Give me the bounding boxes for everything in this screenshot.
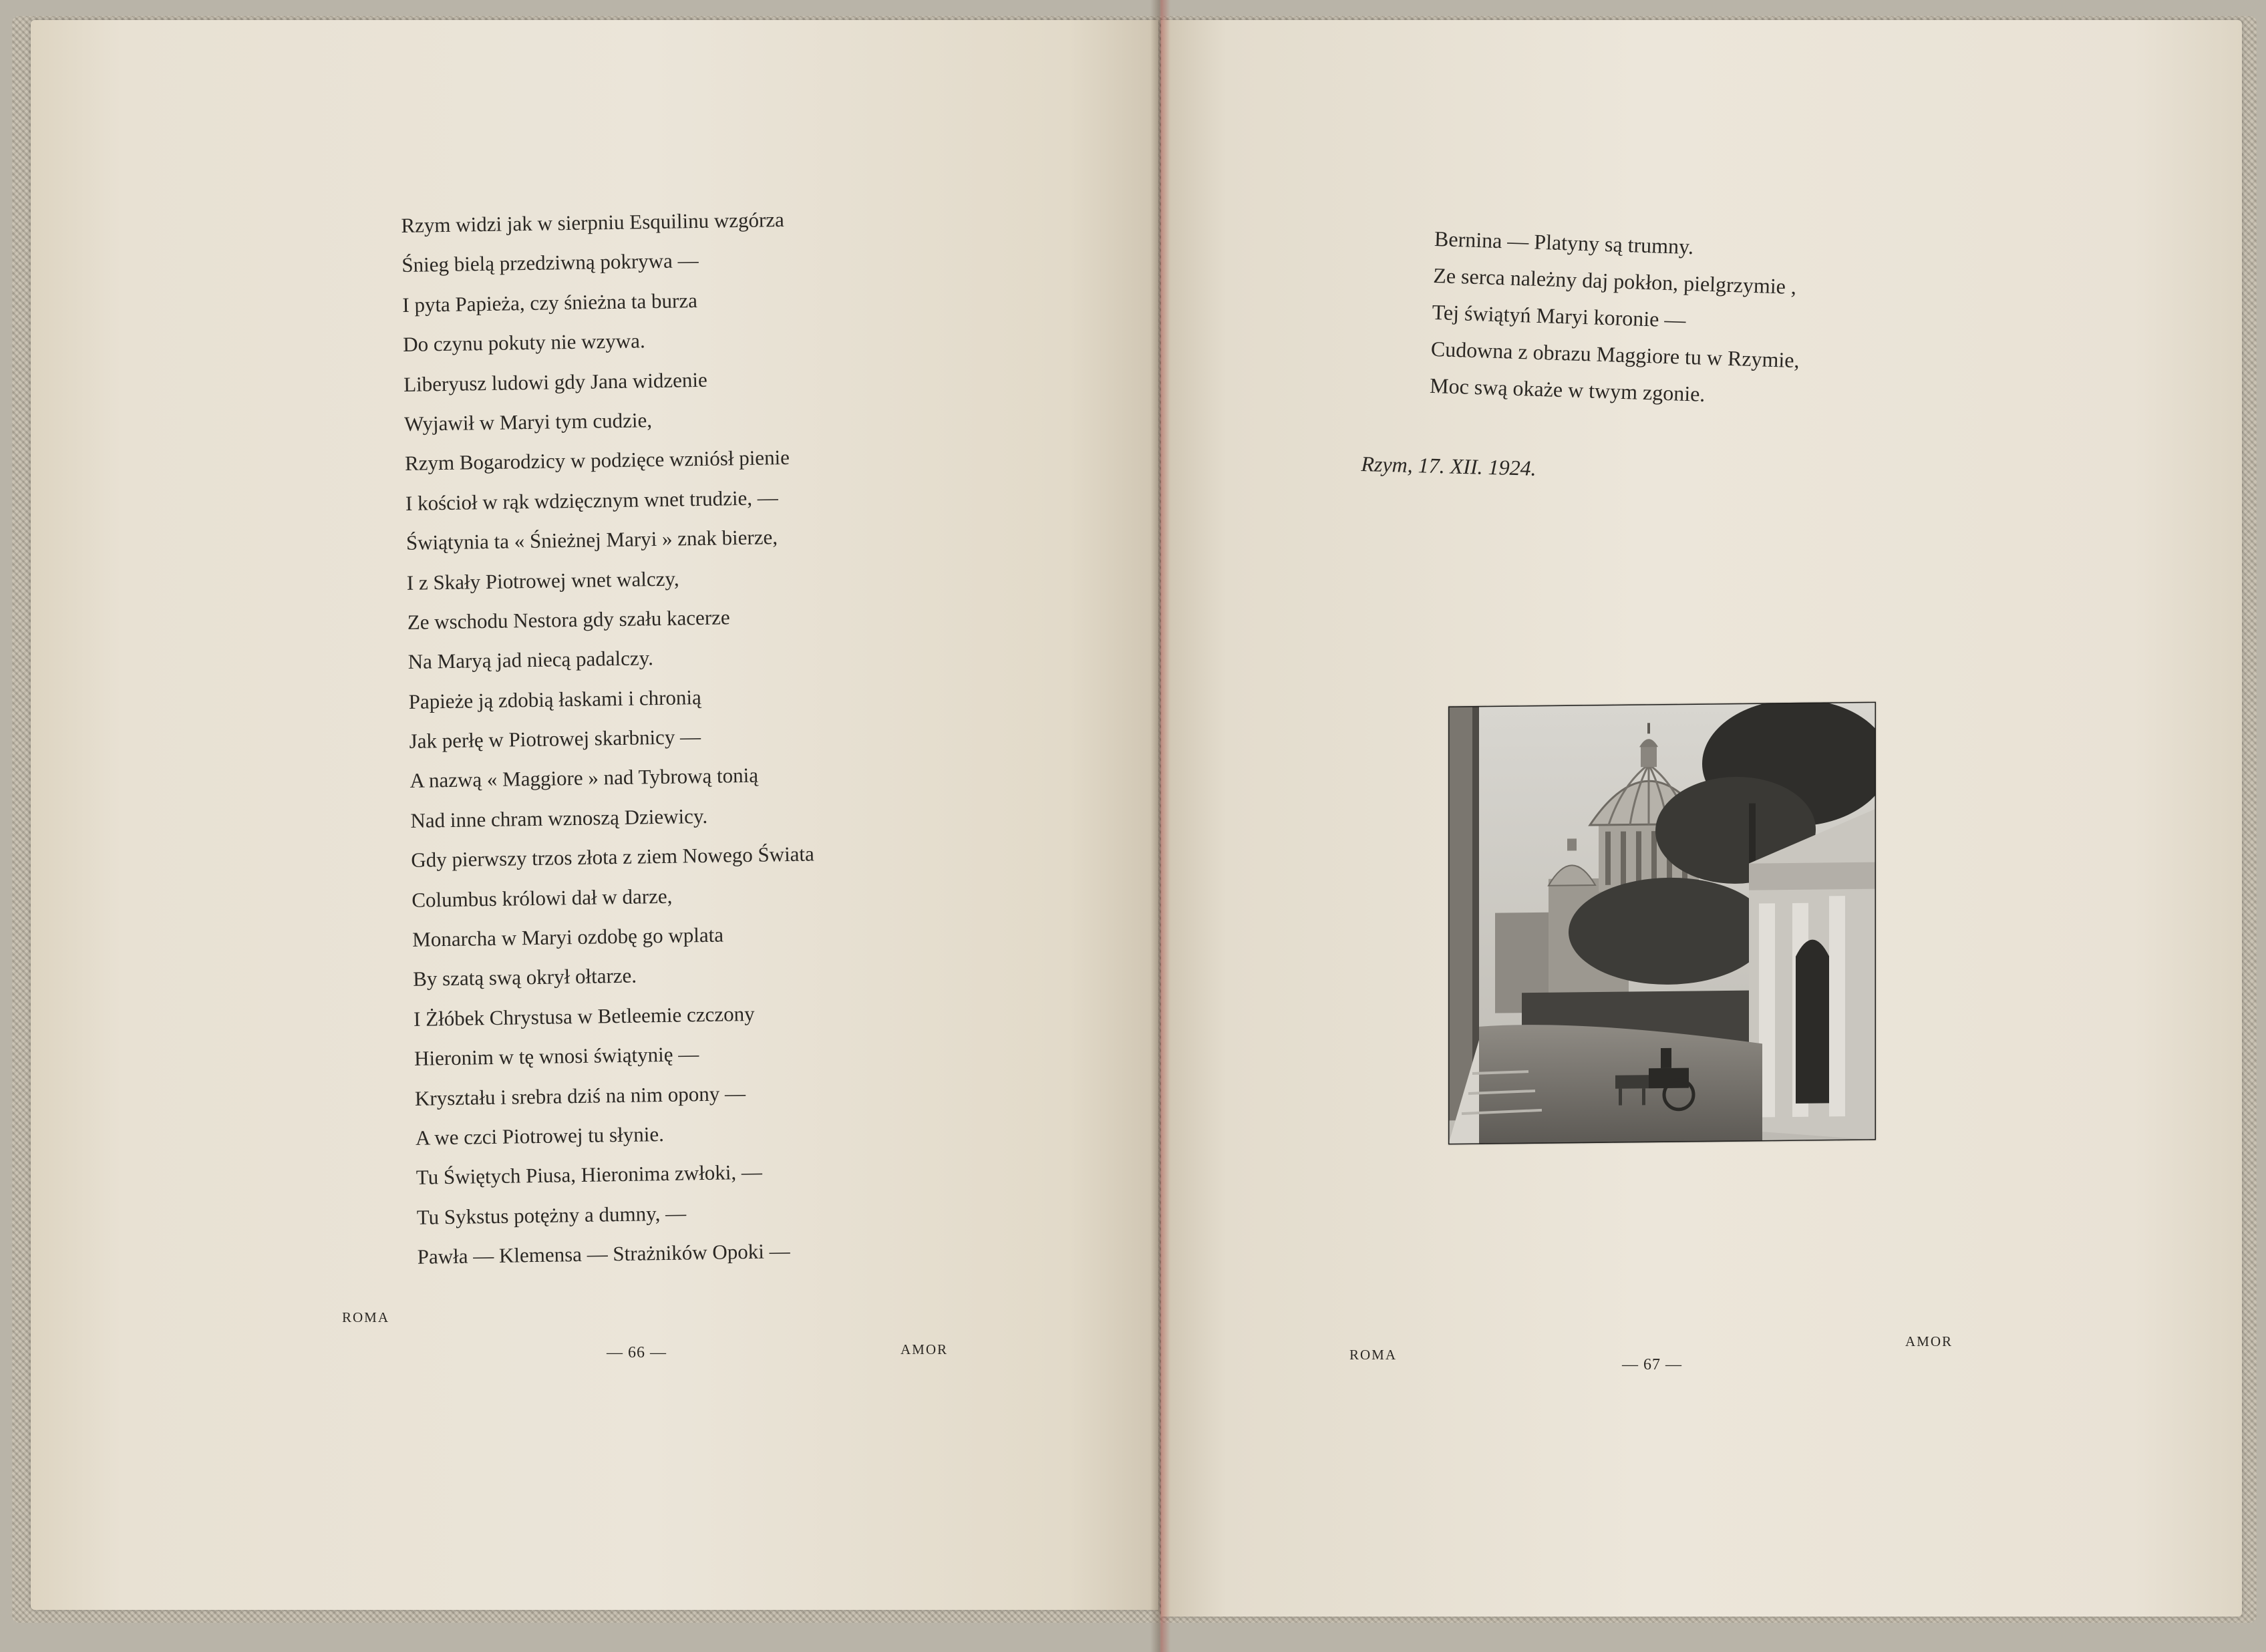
left-page-number: — 66 — [607,1344,667,1361]
verse-line: Rzym Bogarodzicy w podzięce wzniósł pienie [404,446,790,476]
verse-line: Wyjawił w Maryi tym cudzie, [403,408,653,436]
left-footer-roma: ROMA [342,1309,390,1325]
verse-line: A we czci Piotrowej tu słynie. [415,1122,665,1150]
verse-line: Pawła — Klemensa — Strażników Opoki — [417,1239,790,1269]
verse-line: Columbus królowi dał w darze, [412,884,673,912]
verse-line: Liberyusz ludowi gdy Jana widzenie [403,367,707,396]
verse-line: Bernina — Platyny są trumny. [1434,226,1694,259]
verse-line: Tej świątyń Maryi koronie — [1432,299,1686,332]
verse-line: Do czynu pokuty nie wzywa. [402,329,645,357]
verse-line: Jak perłę w Piotrowej skarbnicy — [409,725,701,753]
right-page-number: — 67 — [1622,1356,1682,1373]
book-gutter [1150,0,1170,1652]
verse-line: Kryształu i srebra dziś na nim opony — [414,1081,746,1110]
right-page-verse [1429,220,1902,419]
verse-line: Śnieg bielą przedziwną pokrywa — [401,249,699,277]
verse-line: Cudowna z obrazu Maggiore tu w Rzymie, [1430,336,1800,373]
verse-line: Na Maryą jad niecą padalczy. [408,646,654,674]
st-peters-dome-photograph [1448,702,1876,1145]
verse-line: Świątynia ta « Śnieżnej Maryi » znak bierze, [406,525,778,555]
verse-line: I kościoł w rąk wdzięcznym wnet trudzie, — [405,485,779,515]
verse-line: Tu Sykstus potężny a dumny, — [416,1201,687,1229]
left-footer-amor: AMOR [901,1341,949,1357]
verse-line: I Żłóbek Chrystusa w Betleemie czczony [413,1001,755,1031]
right-footer-roma: ROMA [1349,1347,1398,1363]
verse-line: Monarcha w Maryi ozdobę go wplata [412,923,724,951]
verse-line: Papieże ją zdobią łaskami i chronią [408,685,702,713]
verse-line: By szatą swą okrył ołtarze. [412,964,637,991]
verse-line: Hieronim w tę wnosi świątynię — [414,1042,699,1071]
left-page-verse [401,198,925,1277]
verse-line: I z Skały Piotrowej wnet walczy, [406,566,679,595]
verse-line: A nazwą « Maggiore » nad Tybrową tonią [410,764,759,793]
verse-line: Moc swą okaże w twym zgonie. [1429,373,1706,406]
verse-line: Ze wschodu Nestora gdy szału kacerze [407,605,730,634]
right-footer-amor: AMOR [1905,1333,1953,1349]
verse-line: I pyta Papieża, czy śnieżna ta burza [402,288,698,317]
verse-line: Gdy pierwszy trzos złota z ziem Nowego Świata [411,842,815,872]
dateline: Rzym, 17. XII. 1924. [1361,452,1537,480]
verse-line: Ze serca należny daj pokłon, pielgrzymie , [1432,263,1797,299]
verse-line: Rzym widzi jak w sierpniu Esquilinu wzgórza [401,207,785,237]
verse-line: Tu Świętych Piusa, Hieronima zwłoki, — [416,1160,763,1190]
verse-line: Nad inne chram wznoszą Dziewicy. [410,804,708,832]
